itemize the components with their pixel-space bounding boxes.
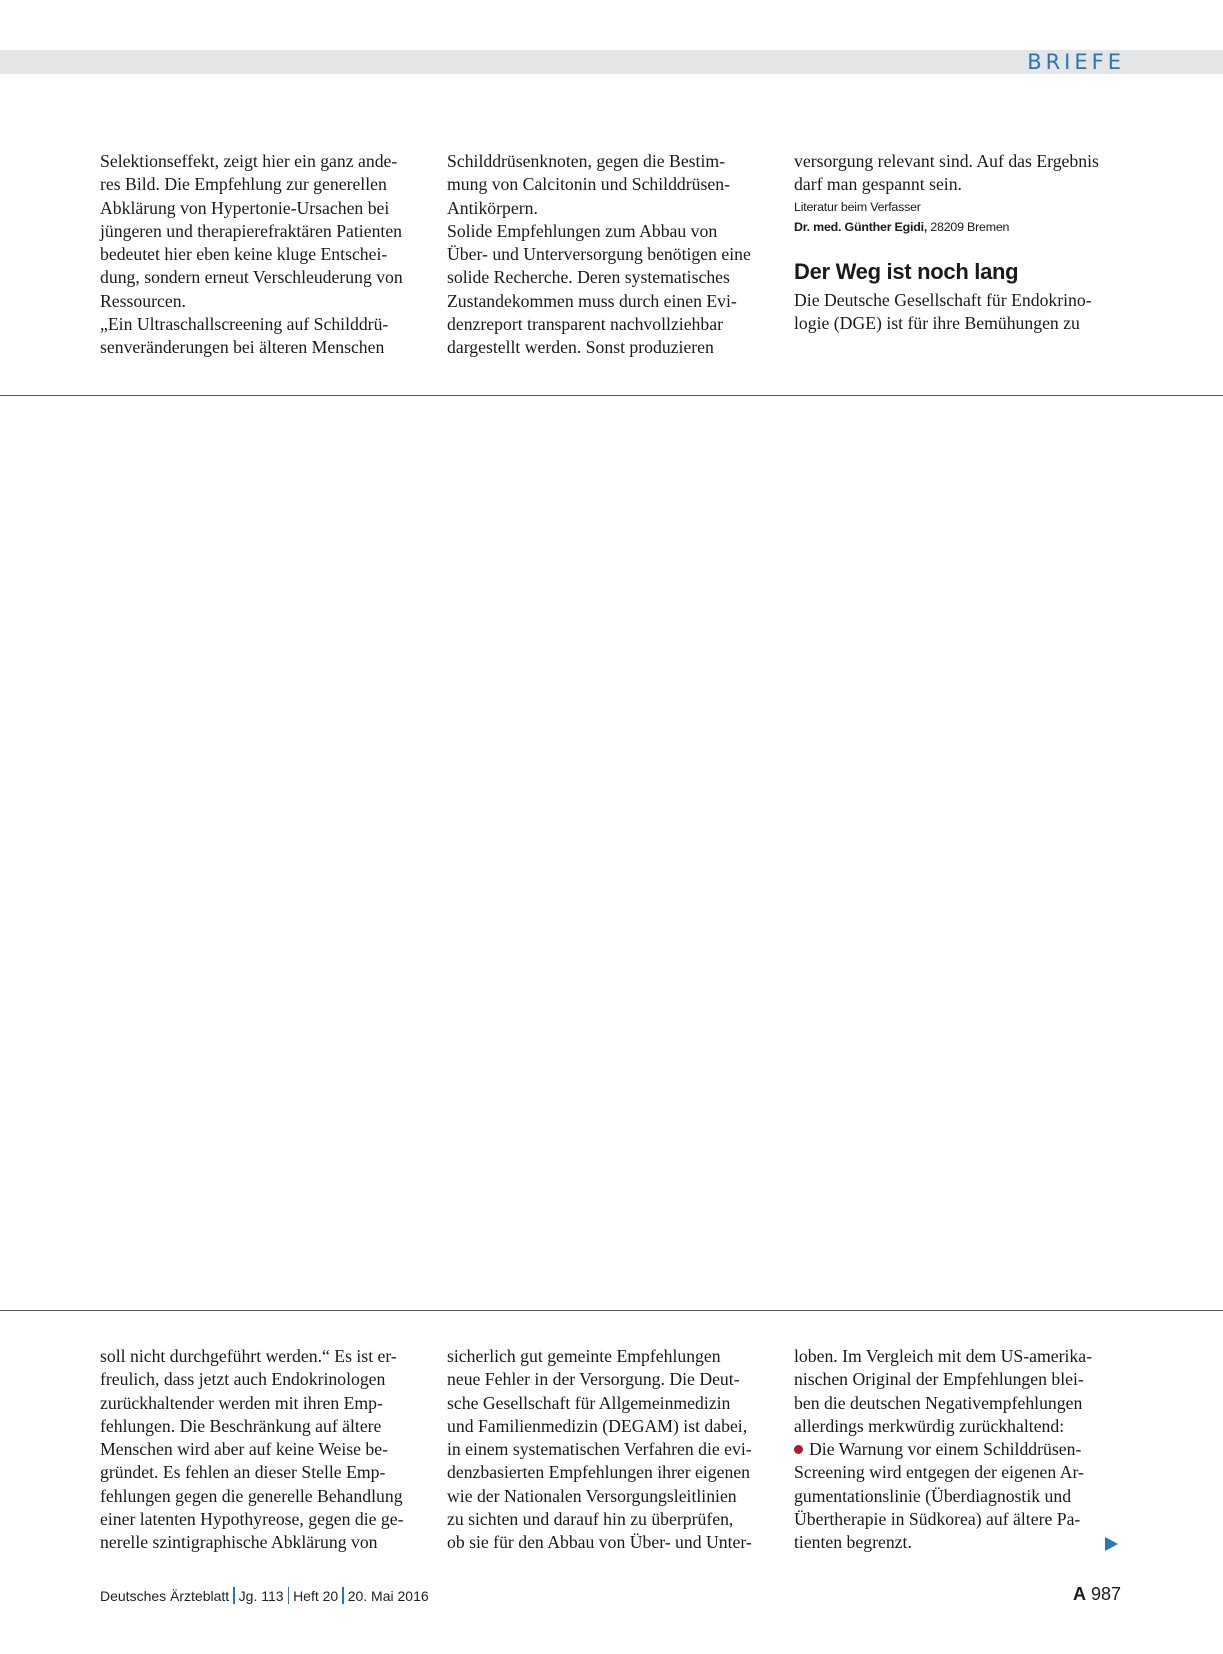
top-column-2 [447, 150, 777, 360]
text-line: ben die deutschen Negativempfehlungen [794, 1392, 1083, 1413]
text-line: denzreport transparent nachvollziehbar [447, 314, 723, 335]
journal-name: Deutsches Ärzteblatt [100, 1588, 230, 1604]
issue: Heft 20 [293, 1588, 339, 1604]
text-line: Ressourcen. [100, 290, 186, 311]
text-line: gumentationslinie (Überdiagnostik und [794, 1485, 1072, 1506]
section-label: BRIEFE [1027, 50, 1125, 74]
text-line: Zustandekommen muss durch einen Evi- [447, 290, 737, 311]
text-line: „Ein Ultraschallscreening auf Schilddrü- [100, 314, 389, 335]
bullet-dot-icon [794, 1445, 803, 1454]
separator [233, 1587, 235, 1604]
text-line: freulich, dass jetzt auch Endokrinologen [100, 1369, 386, 1390]
separator [342, 1587, 344, 1604]
text-line: einer latenten Hypothyreose, gegen die ge- [100, 1509, 404, 1530]
text-line: gründet. Es fehlen an dieser Stelle Emp- [100, 1462, 386, 1483]
text-line: dargestellt werden. Sonst produzieren [447, 337, 714, 358]
author-name: Dr. med. Günther Egidi, [794, 219, 928, 234]
divider-bottom [0, 1310, 1223, 1311]
bullet-item [794, 1438, 1124, 1461]
text-line: Selektionseffekt, zeigt hier ein ganz ande- [100, 151, 398, 171]
bottom-column-3 [794, 1345, 1124, 1555]
bottom-column-2 [447, 1345, 777, 1555]
text-line: nischen Original der Empfehlungen blei- [794, 1369, 1084, 1390]
letter-subheading: Der Weg ist noch lang [794, 258, 1019, 284]
bottom-column-1 [100, 1345, 430, 1555]
text-line: Über- und Unterversorgung benötigen eine [447, 244, 751, 265]
text-line: Übertherapie in Südkorea) auf ältere Pa- [794, 1509, 1081, 1530]
text-line: fehlungen gegen die generelle Behandlung [100, 1485, 403, 1506]
text-line: und Familienmedizin (DEGAM) ist dabei, [447, 1415, 748, 1436]
text-line: Menschen wird aber auf keine Weise be- [100, 1439, 389, 1460]
text-line: tienten begrenzt. [794, 1532, 912, 1553]
top-column-1 [100, 150, 430, 360]
text-line: Schilddrüsenknoten, gegen die Bestim- [447, 151, 726, 171]
text-line: zurückhaltender werden mit ihren Emp- [100, 1392, 383, 1413]
text-line: sicherlich gut gemeinte Empfehlungen [447, 1346, 721, 1366]
text-line: darf man gespannt sein. [794, 174, 962, 195]
text-line: ob sie für den Abbau von Über- und Unter- [447, 1532, 752, 1553]
issue-date: 20. Mai 2016 [347, 1588, 429, 1604]
literature-note: Literatur beim Verfasser [794, 199, 921, 214]
text-line: wie der Nationalen Versorgungsleitlinien [447, 1485, 737, 1506]
page-number-value: 987 [1085, 1584, 1121, 1604]
volume: Jg. 113 [238, 1588, 284, 1604]
top-column-3 [794, 150, 1124, 335]
text-line: in einem systematischen Verfahren die evi- [447, 1439, 752, 1460]
text-line: neue Fehler in der Versorgung. Die Deut- [447, 1369, 740, 1390]
text-line: allerdings merkwürdig zurückhaltend: [794, 1415, 1065, 1436]
author-location: 28209 Bremen [927, 219, 1010, 234]
separator [288, 1587, 290, 1604]
page-number [1073, 1582, 1121, 1606]
text-line: fehlungen. Die Beschränkung auf ältere [100, 1415, 382, 1436]
text-line: jüngeren und therapierefraktären Patienten [100, 220, 403, 241]
text-line: Antikörpern. [447, 197, 538, 218]
footer-citation [100, 1586, 429, 1606]
text-line: zu sichten und darauf hin zu überprüfen, [447, 1509, 734, 1530]
text-line: dung, sondern erneut Verschleuderung von [100, 267, 403, 288]
text-line: Die Warnung vor einem Schilddrüsen- [809, 1439, 1082, 1460]
text-line: denzbasierten Empfehlungen ihrer eigenen [447, 1462, 751, 1483]
text-line: logie (DGE) ist für ihre Bemühungen zu [794, 312, 1080, 333]
text-line: senveränderungen bei älteren Menschen [100, 337, 385, 358]
text-line: Abklärung von Hypertonie-Ursachen bei [100, 197, 390, 218]
text-line: Solide Empfehlungen zum Abbau von [447, 220, 718, 241]
text-line: bedeutet hier eben keine kluge Entschei- [100, 244, 388, 265]
text-line: Screening wird entgegen der eigenen Ar- [794, 1462, 1084, 1483]
text-line: sche Gesellschaft für Allgemeinmedizin [447, 1392, 731, 1413]
continue-arrow-icon [1105, 1537, 1118, 1551]
text-line: res Bild. Die Empfehlung zur generellen [100, 174, 387, 195]
text-line: soll nicht durchgeführt werden.“ Es ist er- [100, 1346, 397, 1366]
text-line: loben. Im Vergleich mit dem US-amerika- [794, 1346, 1092, 1366]
text-line: versorgung relevant sind. Auf das Ergebnis [794, 151, 1099, 171]
text-line: mung von Calcitonin und Schilddrüsen- [447, 174, 730, 195]
page-prefix: A [1072, 1584, 1086, 1604]
divider-top [0, 395, 1223, 396]
text-line: Die Deutsche Gesellschaft für Endokrino- [794, 289, 1092, 310]
text-line: nerelle szintigraphische Abklärung von [100, 1532, 378, 1553]
text-line: solide Recherche. Deren systematisches [447, 267, 730, 288]
author-signature [794, 217, 1124, 237]
